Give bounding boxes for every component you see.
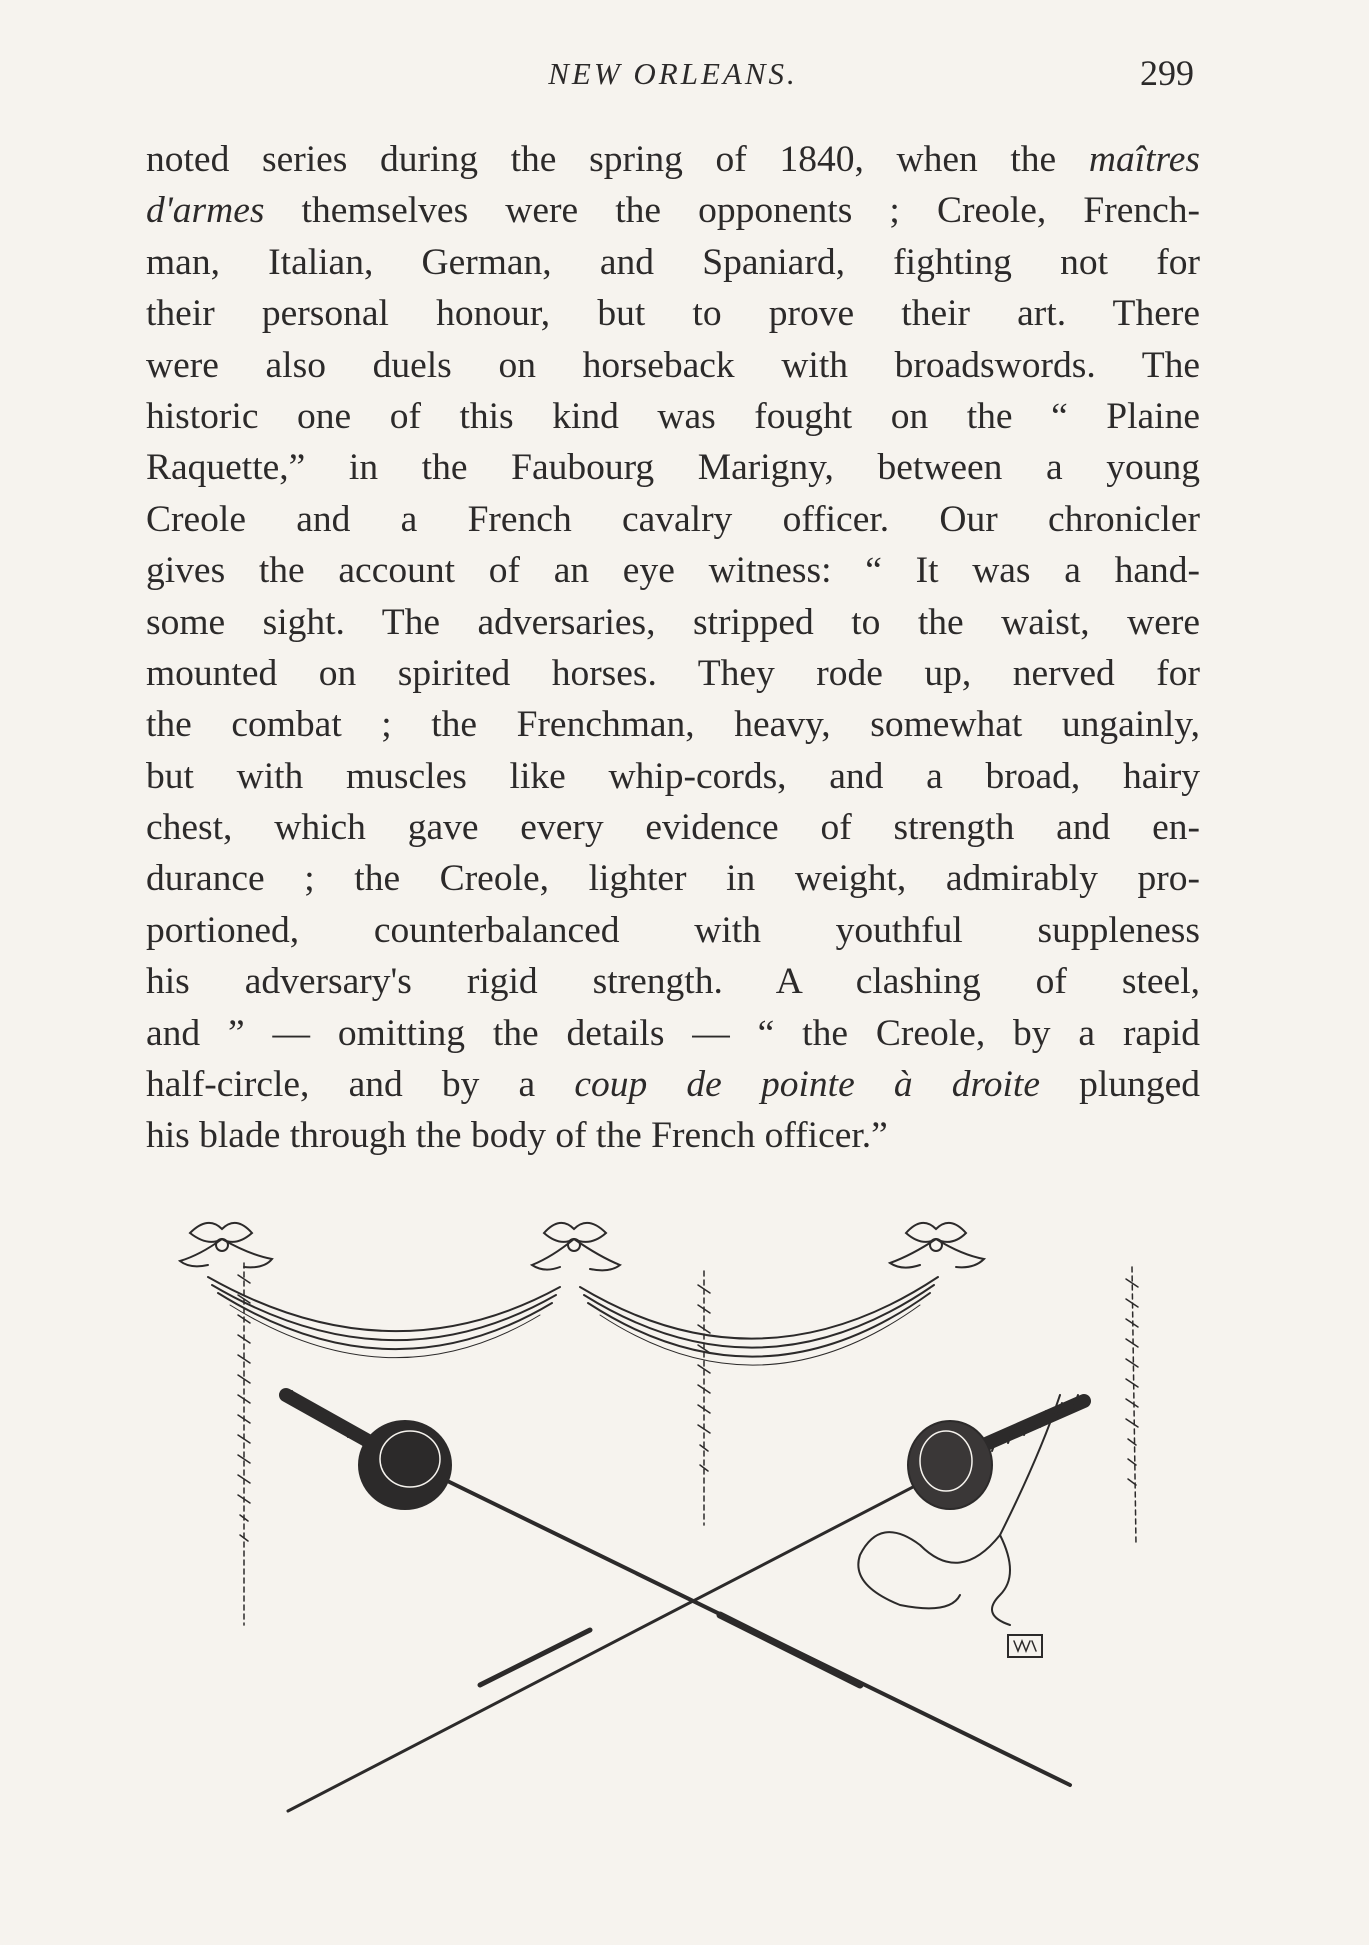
text-line	[146, 648, 1200, 699]
foil-left-guard	[359, 1421, 451, 1509]
text-line	[146, 185, 1200, 236]
bow-left	[180, 1223, 272, 1267]
text-run: his adversary's rigid strength. A clashing of steel,	[146, 961, 1200, 1003]
garland-left	[238, 1263, 250, 1625]
italic-phrase: coup de pointe à droite	[574, 1064, 1040, 1106]
italic-phrase: d'armes	[146, 190, 265, 232]
text-run: his blade through the body of the French officer.”	[146, 1115, 888, 1157]
text-line	[146, 134, 1200, 185]
text-line	[146, 905, 1200, 956]
garland-center	[698, 1271, 710, 1525]
page-number: 299	[1140, 53, 1194, 93]
text-run: gives the account of an eye witness: “ It was a hand-	[146, 550, 1200, 592]
text-run: the combat ; the Frenchman, heavy, somewhat ungainly,	[146, 704, 1200, 746]
text-line	[146, 853, 1200, 904]
text-run: and ” — omitting the details — “ the Creole, by a rapid	[146, 1012, 1200, 1054]
garland-right	[1126, 1267, 1138, 1545]
body-paragraph	[146, 134, 1200, 1162]
text-line	[146, 1059, 1200, 1110]
text-run: themselves were the opponents ; Creole, French-	[264, 190, 1200, 232]
text-line	[146, 699, 1200, 750]
text-run: chest, which gave every evidence of strength and en-	[146, 807, 1200, 849]
text-line	[146, 288, 1200, 339]
text-run: half-circle, and by a	[146, 1064, 575, 1106]
running-title: NEW ORLEANS.	[548, 56, 798, 91]
text-line	[146, 442, 1200, 493]
text-run: their personal honour, but to prove their art. There	[146, 293, 1200, 335]
text-run: durance ; the Creole, lighter in weight, admirably pro-	[146, 858, 1200, 900]
text-run: noted series during the spring of 1840, when the	[146, 139, 1089, 180]
text-run: were also duels on horseback with broadswords. The	[146, 344, 1200, 386]
bow-center	[532, 1223, 620, 1270]
running-head	[146, 52, 1200, 102]
text-line	[146, 237, 1200, 288]
text-run: portioned, counterbalanced with youthful suppleness	[146, 909, 1200, 951]
text-line	[146, 391, 1200, 442]
bow-right	[890, 1223, 984, 1268]
text-line	[146, 1008, 1200, 1059]
text-line	[146, 597, 1200, 648]
italic-phrase: maîtres	[1088, 139, 1200, 180]
text-line	[146, 751, 1200, 802]
crossed-foils-illustration	[160, 1215, 1200, 1815]
text-run: Creole and a French cavalry officer. Our chronicler	[146, 498, 1200, 540]
text-line	[146, 1110, 1200, 1161]
text-line	[146, 545, 1200, 596]
text-line	[146, 802, 1200, 853]
text-line	[146, 494, 1200, 545]
text-run: some sight. The adversaries, stripped to the waist, were	[146, 601, 1200, 643]
text-line	[146, 340, 1200, 391]
text-run: historic one of this kind was fought on the “ Plaine	[146, 395, 1200, 437]
monogram	[1008, 1635, 1042, 1657]
text-run: mounted on spirited horses. They rode up, nerved for	[146, 652, 1200, 694]
text-run: Raquette,” in the Faubourg Marigny, between a young	[146, 447, 1200, 489]
text-run: but with muscles like whip-cords, and a broad, hairy	[146, 755, 1200, 797]
text-run: plunged	[1040, 1064, 1200, 1106]
text-line	[146, 956, 1200, 1007]
text-run: man, Italian, German, and Spaniard, fighting not for	[146, 241, 1200, 283]
